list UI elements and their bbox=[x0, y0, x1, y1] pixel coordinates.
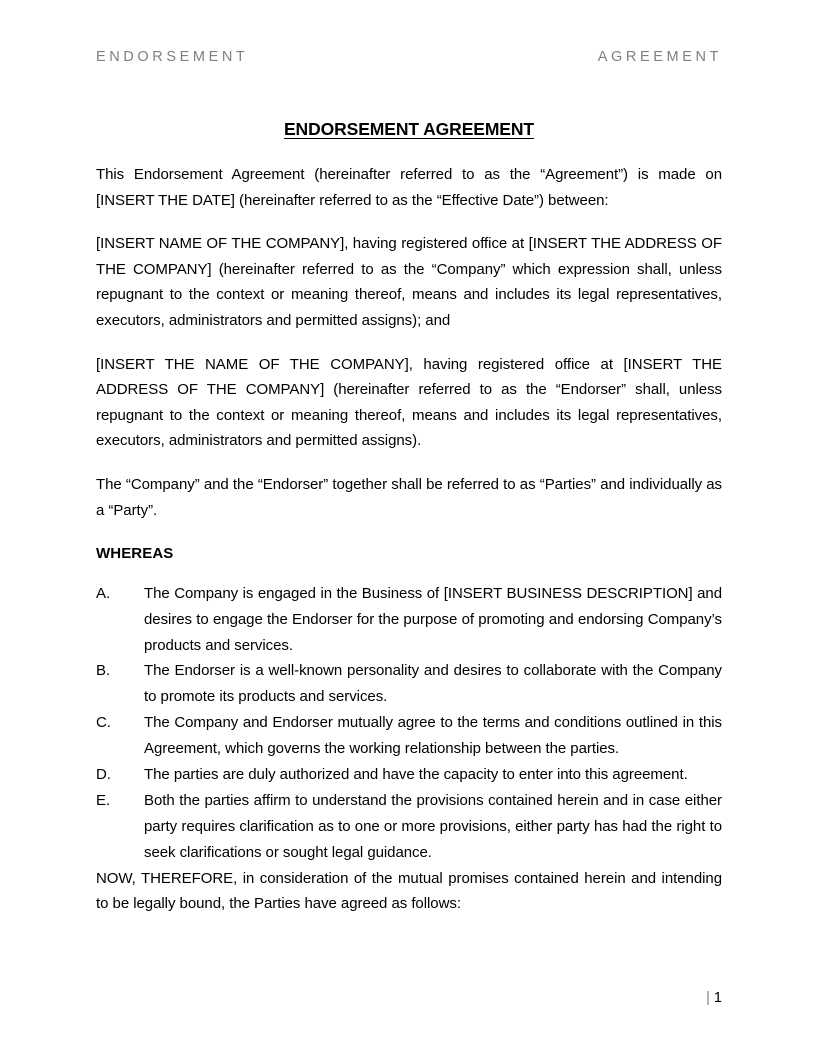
list-item-text: The Endorser is a well-known personality and desires to collaborate with the Company to promote its products and services. bbox=[144, 662, 722, 706]
footer-separator: | bbox=[706, 990, 710, 1006]
paragraph-parties: The “Company” and the “Endorser” together shall be referred to as “Parties” and individually as a “Party”. bbox=[96, 475, 722, 519]
paragraph-company: [INSERT NAME OF THE COMPANY], having registered office at [INSERT THE ADDRESS OF THE COMPANY] (hereinafter referred to as the “Company” which expression shall, unless repugnant to the context or meaning thereof, means and includes its legal representatives, executors, administrators and permitted assigns); and bbox=[96, 235, 722, 329]
document-content bbox=[96, 118, 722, 917]
list-item-marker: D. bbox=[96, 766, 111, 784]
paragraph-endorser: [INSERT THE NAME OF THE COMPANY], having registered office at [INSERT THE ADDRESS OF THE COMPANY] (hereinafter referred to as the “Endorser” shall, unless repugnant to the context or meaning thereof, means and includes its legal representatives, executors, administrators and permitted assigns). bbox=[96, 355, 722, 450]
recitals-list bbox=[96, 581, 722, 866]
list-item bbox=[96, 762, 722, 788]
list-item-text: Both the parties affirm to understand the provisions contained herein and in case either party requires clarification as to one or more provisions, either party has had the right to seek clarifications or sought legal guidance. bbox=[144, 791, 722, 861]
document-title: ENDORSEMENT AGREEMENT bbox=[283, 119, 535, 139]
list-item-marker: B. bbox=[96, 662, 111, 680]
list-item-text: The parties are duly authorized and have the capacity to enter into this agreement. bbox=[144, 766, 688, 784]
list-item bbox=[96, 658, 722, 710]
list-item bbox=[96, 788, 722, 866]
paragraph-intro: This Endorsement Agreement (hereinafter referred to as the “Agreement”) is made on [INSERT THE DATE] (hereinafter referred to as the “Effective Date”) between: bbox=[96, 166, 722, 209]
paragraph-closing: NOW, THEREFORE, in consideration of the mutual promises contained herein and intending to be legally bound, the Parties have agreed as follows: bbox=[96, 869, 722, 913]
list-item-marker: E. bbox=[96, 791, 111, 809]
page-number: 1 bbox=[713, 990, 722, 1006]
whereas-heading: WHEREAS bbox=[96, 545, 174, 563]
list-item-text: The Company and Endorser mutually agree to the terms and conditions outlined in this Agreement, which governs the working relationship between the parties. bbox=[144, 714, 722, 758]
list-item bbox=[96, 710, 722, 762]
list-item-marker: C. bbox=[96, 714, 111, 732]
list-item-marker: A. bbox=[96, 584, 111, 602]
running-header: ENDORSEMENT AGREEMENT bbox=[96, 49, 722, 65]
page-footer bbox=[96, 988, 722, 1008]
list-item bbox=[96, 581, 722, 659]
list-item-text: The Company is engaged in the Business of [INSERT BUSINESS DESCRIPTION] and desires to engage the Endorser for the purpose of promoting and endorsing Company’s products and services. bbox=[144, 584, 722, 654]
